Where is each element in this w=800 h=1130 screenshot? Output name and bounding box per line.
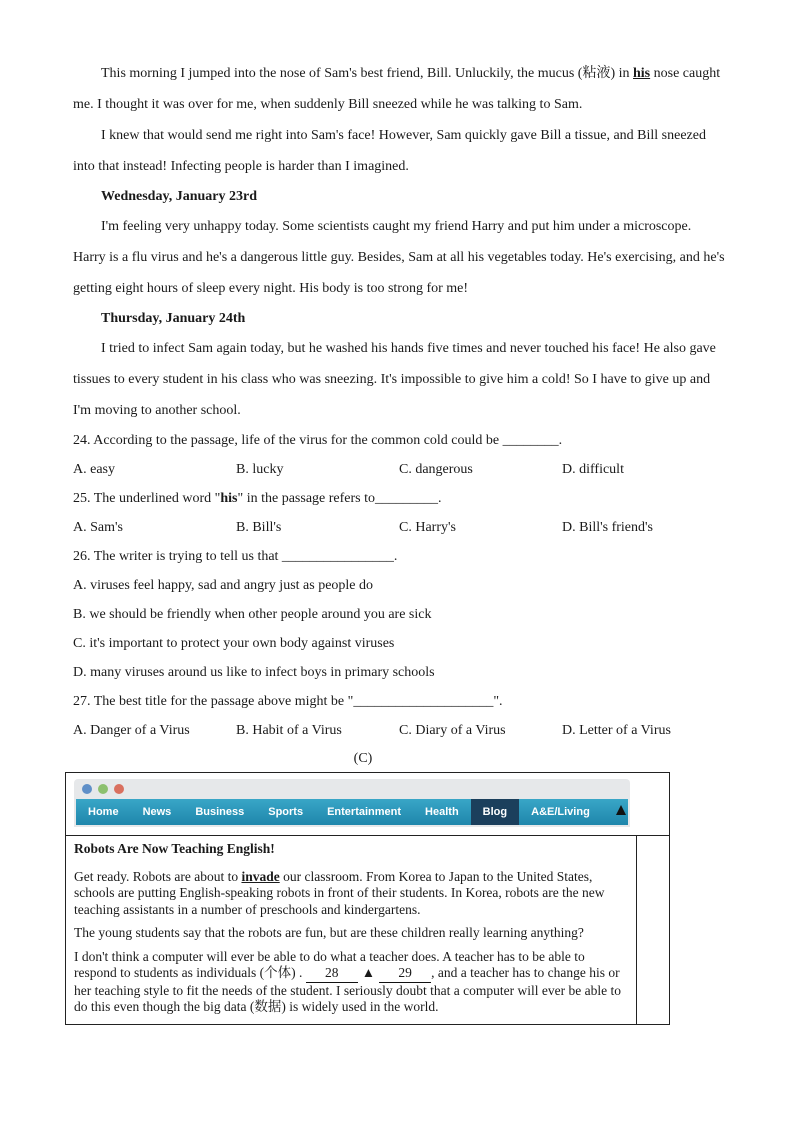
option-d: D. difficult [562,462,624,477]
browser-window [74,779,630,827]
nav-entertainment[interactable]: Entertainment [327,806,402,818]
option-a: A. Danger of a Virus [73,723,190,738]
exam-page [73,58,725,773]
window-button-green-icon [98,784,108,794]
window-button-red-icon [114,784,124,794]
question-24: 24. According to the passage, life of the virus for the common cold could be ________. [73,433,563,448]
nav-sports[interactable]: Sports [268,806,304,818]
option-c: C. Harry's [399,520,456,535]
underlined-his: his [633,66,651,81]
option-b: B. Bill's [236,520,282,535]
nav-home[interactable]: Home [88,806,119,818]
text: Get ready. Robots are about to [74,868,242,884]
nav-news[interactable]: News [142,806,172,818]
text: " in the passage refers to_________. [237,491,442,506]
option-d: D. many viruses around us like to infect boys in primary schools [73,665,435,680]
option-a: A. Sam's [73,520,123,535]
site-nav-bar [76,799,628,825]
nav-business[interactable]: Business [195,806,245,818]
underlined-invade: invade [241,868,280,884]
option-a: A. viruses feel happy, sad and angry just as people do [73,578,374,593]
text: 25. The underlined word " [73,491,221,506]
passage-paragraph-4: I tried to infect Sam again today, but he washed his hands five times and never touched his face! He also gave tissues to every student in his class who was sneezing. It's impossible to give him a cold! So I have to give up and I'm moving to another school. [73,341,716,418]
frame-side-column [636,835,637,1024]
text: I don't think a computer will ever be able to do what a teacher does. A teacher has to be able to respond to students as individuals (个体) . [74,948,585,980]
nav-blog[interactable]: Blog [471,799,519,825]
text: , and a teacher has to change his or her teaching style to fit the needs of the student. I seriously doubt that a computer will ever be able to do this even though the big data (数据) is widely used in the world. [74,965,621,1014]
question-27: 27. The best title for the passage above might be "____________________". [73,694,503,709]
article-body [74,841,630,1023]
blank-28: 28 [306,965,358,983]
option-c: C. it's important to protect your own body against viruses [73,636,395,651]
nav-health[interactable]: Health [425,806,459,818]
option-d: D. Bill's friend's [562,520,653,535]
section-label: (C) [353,751,373,766]
passage-paragraph-3: I'm feeling very unhappy today. Some scientists caught my friend Harry and put him under a microscope. Harry is a flu virus and he's a dangerous little guy. Besides, Sam at all his vegetables today. He's exercising, and he's getting eight hours of sleep every night. His body is too strong for me! [73,219,725,296]
diary-date-2: Thursday, January 24th [101,311,246,326]
blank-29: 29 [379,965,431,983]
question-27-options [73,716,725,745]
browser-header-cell [66,773,669,836]
question-26: 26. The writer is trying to tell us that ________________. [73,549,398,564]
window-button-blue-icon [82,784,92,794]
triangle-marker-icon: ▲ [361,965,376,980]
article-frame [65,772,670,1025]
option-b: B. we should be friendly when other people around you are sick [73,607,432,622]
diary-date-1: Wednesday, January 23rd [101,189,257,204]
article-paragraph-2: The young students say that the robots are fun, but are these children really learning anything? [74,925,584,940]
question-25 [73,484,725,513]
article-paragraph-3 [74,949,630,1016]
option-a: A. easy [73,462,115,477]
option-b: B. lucky [236,462,284,477]
bold-word: his [220,491,238,506]
option-b: B. Habit of a Virus [236,723,342,738]
option-c: C. dangerous [399,462,473,477]
nav-ae-living[interactable]: A&E/Living [531,806,590,818]
question-24-options [73,455,725,484]
passage-paragraph-1 [73,58,725,120]
passage-paragraph-2: I knew that would send me right into Sam's face! However, Sam quickly gave Bill a tissue, and Bill sneezed into that instead! Infecting people is harder than I imagined. [73,128,706,174]
question-25-options [73,513,725,542]
article-paragraph-1 [74,869,630,919]
scroll-up-arrow-icon[interactable] [616,805,626,815]
option-d: D. Letter of a Virus [562,723,671,738]
text: nose caught me. I thought it was over for me, when suddenly Bill sneezed while he was talking to Sam. [73,66,721,112]
text: our classroom. From Korea to Japan to the United States, schools are putting English-speaking robots in front of their students. In Korea, robots are the new teaching assistants in a number of preschools and kindergartens. [74,868,605,917]
article-title: Robots Are Now Teaching English! [74,841,275,856]
text: This morning I jumped into the nose of Sam's best friend, Bill. Unluckily, the mucus (粘液) in [101,66,633,81]
option-c: C. Diary of a Virus [399,723,506,738]
